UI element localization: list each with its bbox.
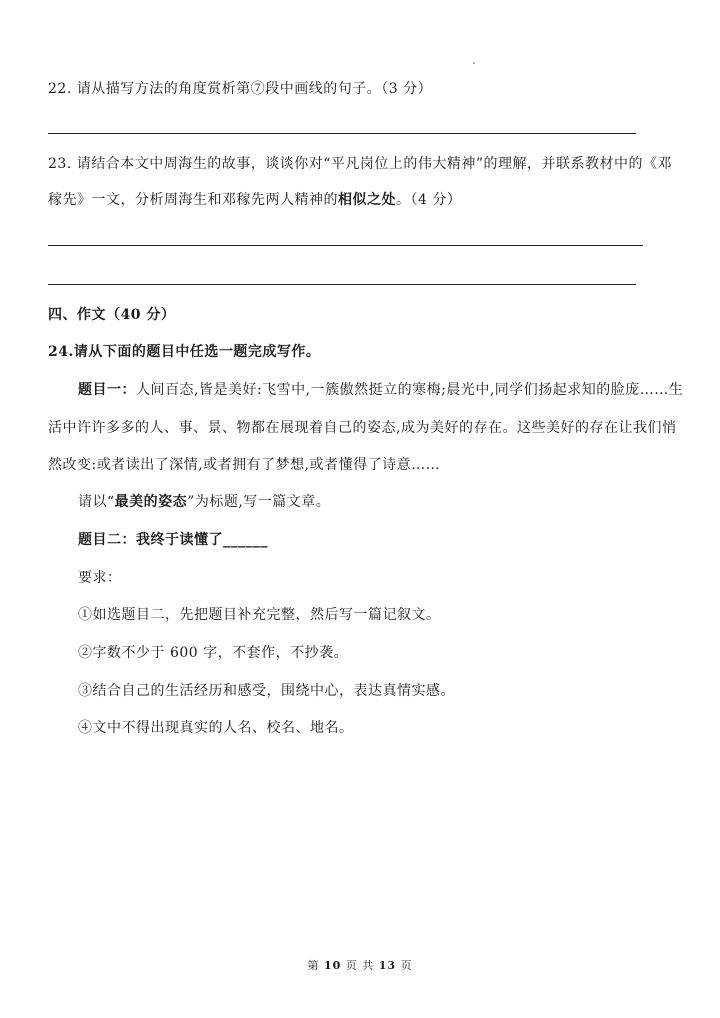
q23-text-post: 。（4 分） xyxy=(396,192,462,208)
requirement-1: ①如选题目二，先把题目补充完整，然后写一篇记叙文。 xyxy=(78,607,441,623)
q23-text-pre: 稼先》一文，分析周海生和邓稼先两人精神的 xyxy=(48,192,338,208)
footer-mid: 页 共 xyxy=(345,959,375,972)
requirement-3: ③结合自己的生活经历和感受，围绕中心，表达真情实感。 xyxy=(78,683,455,699)
answer-line-23a[interactable] xyxy=(48,245,643,246)
instr-pre: 请以“ xyxy=(78,494,115,510)
instr-title: 最美的姿态 xyxy=(114,494,188,510)
footer-pre: 第 xyxy=(307,959,320,972)
question-24: 24.请从下面的题目中任选一题完成写作。 xyxy=(48,344,321,360)
topic-2-blank[interactable]: ______ xyxy=(223,532,268,548)
requirement-4: ④文中不得出现真实的人名、校名、地名。 xyxy=(78,720,354,736)
requirements-label: 要求： xyxy=(78,570,122,586)
page-number: 10 xyxy=(323,959,342,972)
q23-emphasis: 相似之处 xyxy=(338,192,396,208)
section-heading-composition: 四、作文（40 分） xyxy=(48,307,176,323)
total-pages: 13 xyxy=(378,959,397,972)
question-23-line-2 xyxy=(48,190,461,210)
topic-1-line-2: 活中许许多多的人、事、景、物都在展现着自己的姿态,成为美好的存在。这些美好的存在让我们悄 xyxy=(48,420,677,436)
answer-line-23b[interactable] xyxy=(48,284,636,285)
topic-1-instruction xyxy=(78,492,330,512)
question-23-line-1: 23. 请结合本文中周海生的故事，谈谈你对“平凡岗位上的伟大精神”的理解，并联系教材中的《邓 xyxy=(48,156,673,172)
topic-1-label: 题目一： xyxy=(78,382,136,398)
footer-post: 页 xyxy=(400,959,413,972)
topic-1-text: 人间百态,皆是美好:飞雪中,一簇傲然挺立的寒梅;晨光中,同学们扬起求知的脸庞……生 xyxy=(136,382,684,398)
topic-1-line-1 xyxy=(78,380,683,400)
topic-2-label: 题目二：我终于读懂了 xyxy=(78,532,223,548)
topic-1-line-3: 然改变:或者读出了深情,或者拥有了梦想,或者懂得了诗意…… xyxy=(48,457,441,473)
requirement-2: ②字数不少于 600 字，不套作，不抄袭。 xyxy=(78,645,349,661)
instr-post: ”为标题,写一篇文章。 xyxy=(187,494,331,510)
scan-speck xyxy=(473,62,475,64)
topic-2 xyxy=(78,530,268,550)
question-22: 22. 请从描写方法的角度赏析第⑦段中画线的句子。（3 分） xyxy=(48,81,433,97)
answer-line-22[interactable] xyxy=(48,133,636,134)
page-footer xyxy=(0,957,720,973)
